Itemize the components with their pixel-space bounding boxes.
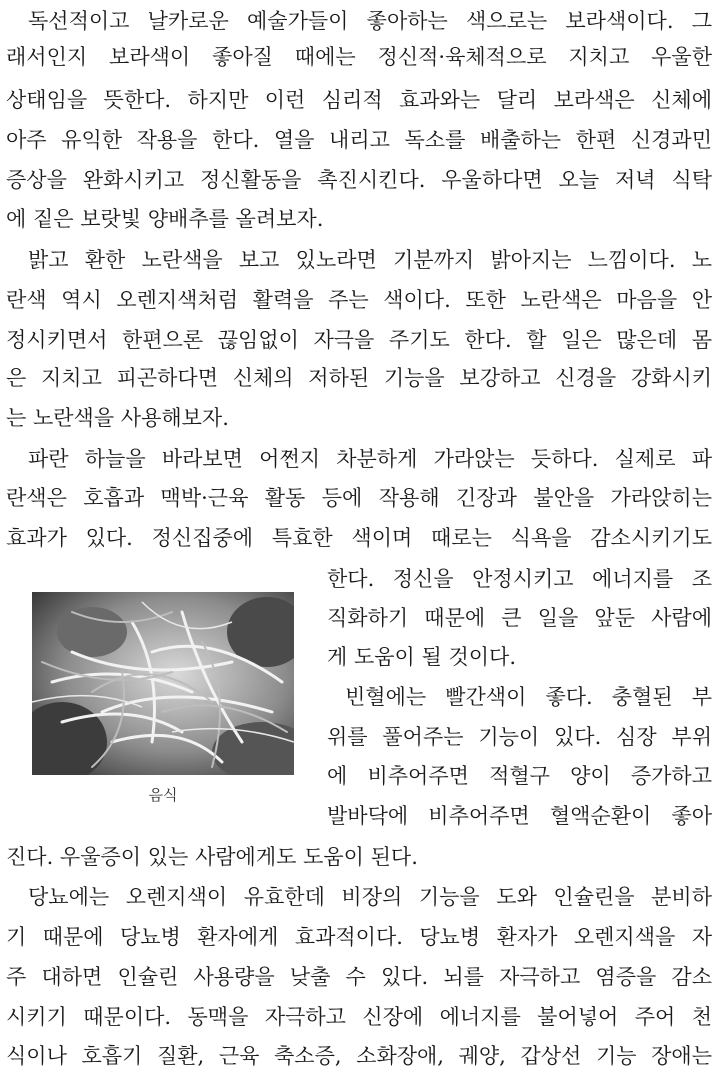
text-line: 상태임을 뜻한다. 하지만 이런 심리적 효과와는 달리 보라색은 신체에 [6, 88, 712, 112]
text-line: 직화하기 때문에 큰 일을 앞둔 사람에 [327, 606, 712, 630]
text-line: 당뇨에는 오렌지색이 유효한데 비장의 기능을 도와 인슐린을 분비하 [28, 885, 712, 909]
text-line: 는 노란색을 사용해보자. [6, 406, 229, 430]
text-line: 효과가 있다. 정신집중에 특효한 색이며 때로는 식욕을 감소시키기도 [6, 526, 712, 550]
text-line: 게 도움이 될 것이다. [327, 645, 516, 669]
text-line: 주 대하면 인슐린 사용량을 낮출 수 있다. 뇌를 자극하고 염증을 감소 [6, 965, 712, 989]
text-line: 기 때문에 당뇨병 환자에게 효과적이다. 당뇨병 환자가 오렌지색을 자 [6, 925, 712, 949]
text-line: 한다. 정신을 안정시키고 에너지를 조 [327, 567, 712, 591]
text-line: 식이나 호흡기 질환, 근육 축소증, 소화장애, 궤양, 갑상선 기능 장애는 [6, 1044, 712, 1068]
figure-caption: 음식 [148, 786, 178, 804]
text-line: 증상을 완화시키고 정신활동을 촉진시킨다. 우울하다면 오늘 저녁 식탁 [6, 168, 712, 192]
text-line: 위를 풀어주는 기능이 있다. 심장 부위 [327, 725, 712, 749]
text-line: 래서인지 보라색이 좋아질 때에는 정신적·육체적으로 지치고 우울한 [6, 45, 712, 69]
text-line: 에 짙은 보랏빛 양배추를 올려보자. [6, 207, 324, 231]
text-line: 란색 역시 오렌지색처럼 활력을 주는 색이다. 또한 노란색은 마음을 안 [6, 288, 712, 312]
text-line: 발바닥에 비추어주면 혈액순환이 좋아 [327, 804, 712, 828]
text-line: 진다. 우울증이 있는 사람에게도 도움이 된다. [6, 845, 418, 869]
text-line: 아주 유익한 작용을 한다. 열을 내리고 독소를 배출하는 한편 신경과민 [6, 128, 712, 152]
text-line: 밝고 환한 노란색을 보고 있노라면 기분까지 밝아지는 느낌이다. 노 [28, 248, 712, 272]
text-line: 시키기 때문이다. 동맥을 자극하고 신장에 에너지를 불어넣어 주어 천 [6, 1005, 712, 1029]
text-line: 란색은 호흡과 맥박·근육 활동 등에 작용해 긴장과 불안을 가라앉히는 [6, 486, 712, 510]
text-line: 에 비추어주면 적혈구 양이 증가하고 [327, 764, 712, 788]
text-line: 빈혈에는 빨간색이 좋다. 충혈된 부 [345, 685, 712, 709]
text-line: 독선적이고 날카로운 예술가들이 좋아하는 색으로는 보라색이다. 그 [28, 9, 712, 33]
text-line: 은 지치고 피곤하다면 신체의 저하된 기능을 보강하고 신경을 강화시키 [6, 366, 712, 390]
text-line: 정시키면서 한편으론 끊임없이 자극을 주기도 한다. 할 일은 많은데 몸 [6, 328, 712, 352]
food-photo [32, 592, 294, 775]
text-line: 파란 하늘을 바라보면 어쩐지 차분하게 가라앉는 듯하다. 실제로 파 [28, 447, 712, 471]
